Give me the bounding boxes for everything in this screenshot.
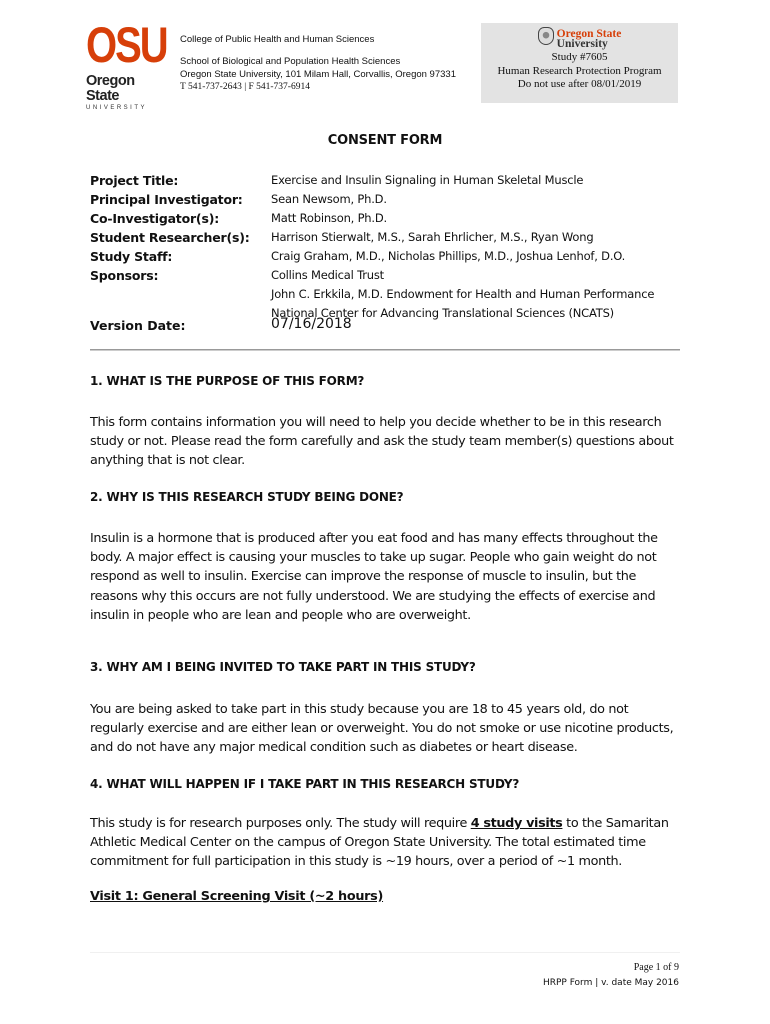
meta-label: Study Staff: bbox=[90, 249, 173, 264]
phone-fax: T 541-737-2643 | F 541-737-6914 bbox=[180, 82, 310, 92]
meta-values bbox=[271, 171, 654, 323]
section-1-body: This form contains information you will need to help you decide whether to be in this research study or not. Please read the form carefully and ask the study team member(s) questions about anything that is not clear. bbox=[90, 415, 674, 469]
visit-1-heading: Visit 1: General Screening Visit (~2 hours) bbox=[90, 889, 384, 904]
meta-label: Sponsors: bbox=[90, 268, 159, 283]
study-staff-value: Craig Graham, M.D., Nicholas Phillips, M.D., Joshua Lenhof, D.O. bbox=[271, 249, 626, 263]
osu-logo bbox=[86, 18, 167, 111]
section-1-heading: 1. WHAT IS THE PURPOSE OF THIS FORM? bbox=[90, 374, 365, 388]
logo-mark: OSU bbox=[86, 18, 167, 74]
school-name: School of Biological and Population Health Sciences bbox=[180, 56, 401, 67]
co-investigator-value: Matt Robinson, Ph.D. bbox=[271, 211, 387, 225]
stamp-brand-line1: Oregon State bbox=[556, 28, 622, 40]
stamp-program: Human Research Protection Program bbox=[497, 64, 662, 77]
logo-sub: UNIVERSITY bbox=[86, 105, 148, 111]
logo-name: Oregon State bbox=[86, 73, 135, 104]
address: Oregon State University, 101 Milam Hall, Corvallis, Oregon 97331 bbox=[180, 69, 456, 80]
section-3-body: You are being asked to take part in this study because you are 18 to 45 years old, do not regularly exercise and are either lean or overweight. You do not smoke or use nicotine products, and do not have any major medical condition such as diabetes or heart disease. bbox=[90, 702, 674, 756]
sponsor-value: Collins Medical Trust bbox=[271, 268, 384, 282]
meta-label: Principal Investigator: bbox=[90, 192, 243, 207]
meta-label: Student Researcher(s): bbox=[90, 230, 250, 245]
divider bbox=[90, 349, 680, 351]
college-name: College of Public Health and Human Sciences bbox=[180, 34, 375, 45]
section-4-text: This study is for research purposes only. The study will require bbox=[90, 816, 471, 831]
letterhead bbox=[180, 33, 456, 94]
section-2-heading: 2. WHY IS THIS RESEARCH STUDY BEING DONE? bbox=[90, 490, 404, 504]
study-visits-emphasis: 4 study visits bbox=[470, 816, 563, 831]
form-version: HRPP Form | v. date May 2016 bbox=[542, 978, 679, 988]
sponsor-value: John C. Erkkila, M.D. Endowment for Health and Human Performance bbox=[271, 287, 655, 301]
footer-divider bbox=[90, 952, 680, 953]
university-seal-icon bbox=[538, 27, 554, 45]
stamp-brand bbox=[557, 29, 622, 49]
irb-approval-stamp bbox=[481, 23, 678, 103]
principal-investigator-value: Sean Newsom, Ph.D. bbox=[271, 192, 387, 206]
meta-labels bbox=[90, 171, 250, 285]
section-4-body bbox=[90, 814, 685, 872]
stamp-expiry: Do not use after 08/01/2019 bbox=[517, 78, 642, 90]
sponsor-value: National Center for Advancing Translational Sciences (NCATS) bbox=[271, 306, 614, 320]
stamp-brand-line2: University bbox=[556, 38, 608, 50]
page-number: Page 1 of 9 bbox=[633, 962, 679, 973]
meta-label: Project Title: bbox=[90, 173, 179, 188]
meta-label: Co-Investigator(s): bbox=[90, 211, 220, 226]
version-date-value: 07/16/2018 bbox=[271, 316, 352, 332]
project-title-value: Exercise and Insulin Signaling in Human Skeletal Muscle bbox=[271, 173, 584, 187]
version-date-label: Version Date: bbox=[90, 318, 186, 333]
document-title: CONSENT FORM bbox=[327, 133, 443, 148]
stamp-study-number: Study #7605 bbox=[551, 51, 608, 63]
section-2-body: Insulin is a hormone that is produced after you eat food and has many effects throughout the body. A major effect is causing your muscles to take up sugar. People who gain weight do not respond as well to insulin. Exercise can improve the response of muscle to insulin, but the reasons why this occurs are not fully understood. We are studying the effects of exercise and insulin in people who are lean and people who are overweight. bbox=[90, 531, 658, 623]
section-4-heading: 4. WHAT WILL HAPPEN IF I TAKE PART IN THIS RESEARCH STUDY? bbox=[90, 777, 520, 791]
student-researchers-value: Harrison Stierwalt, M.S., Sarah Ehrlicher, M.S., Ryan Wong bbox=[271, 230, 594, 244]
section-3-heading: 3. WHY AM I BEING INVITED TO TAKE PART IN THIS STUDY? bbox=[90, 660, 476, 674]
section-4-text: to the Samaritan Athletic Medical Center on the campus of Oregon State University. The total estimated time commitment for full participation in this study is ~19 hours, over a period of ~1 month. bbox=[90, 816, 669, 870]
